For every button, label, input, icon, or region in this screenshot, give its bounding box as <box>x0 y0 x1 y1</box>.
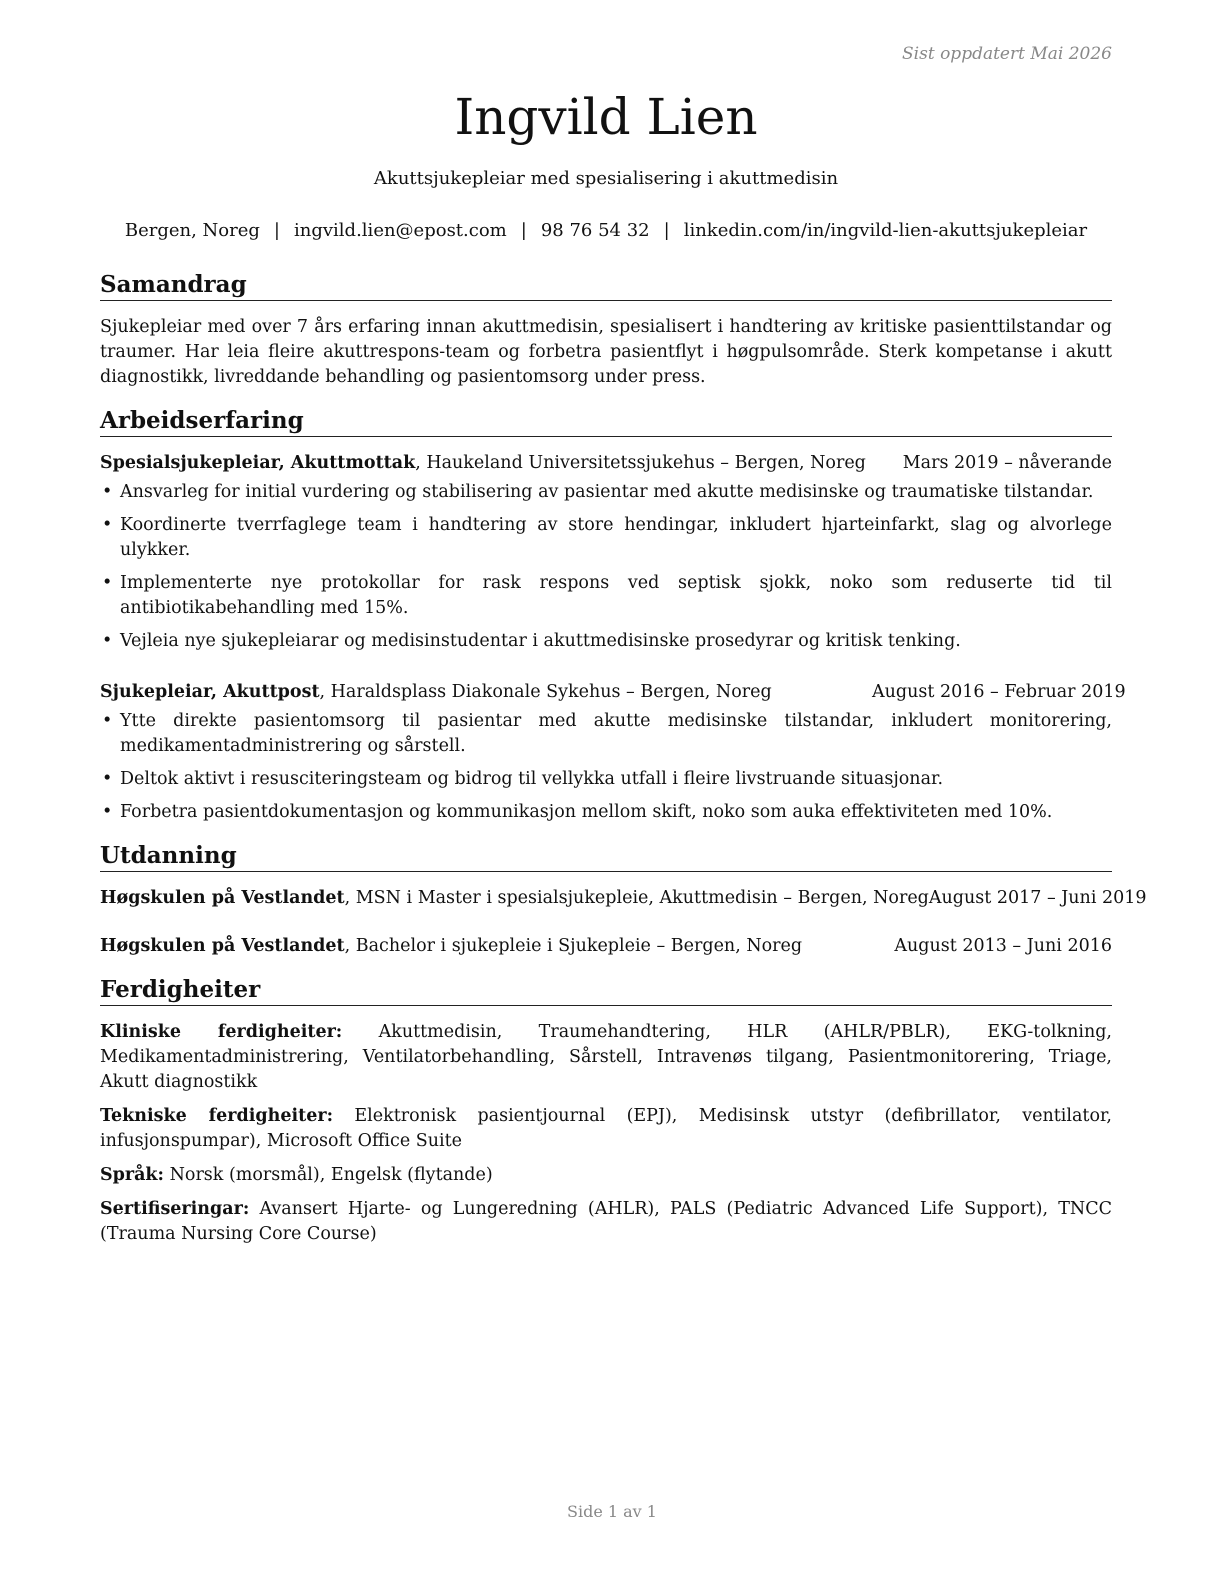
job-bullets <box>100 480 1112 654</box>
skill-group <box>100 1163 1112 1188</box>
skill-label: Språk: <box>100 1165 165 1185</box>
job-bullets <box>100 709 1112 825</box>
skills-list <box>100 1020 1112 1247</box>
last-updated: Sist oppdatert Mai 2026 <box>902 44 1112 64</box>
contact-separator: | <box>663 220 670 241</box>
education-school: Høgskulen på Vestlandet <box>100 888 345 908</box>
job-bullet: • Forbetra pasientdokumentasjon og kommunikasjon mellom skift, noko som auka effektiviteten med 10%. <box>100 800 1112 825</box>
resume-content <box>100 270 1147 1247</box>
section-title-summary: Samandrag <box>100 270 1112 301</box>
skill-label: Kliniske ferdigheiter: <box>100 1022 343 1042</box>
section-title-skills: Ferdigheiter <box>100 975 1112 1006</box>
skill-group <box>100 1020 1112 1095</box>
education-degree: , Bachelor i sjukepleie i Sjukepleie – Bergen, Noreg <box>344 936 803 956</box>
education-entry <box>100 934 1112 959</box>
education-degree: , MSN i Master i spesialsjukepleie, Akuttmedisin – Bergen, Noreg <box>344 888 929 908</box>
job-bullet: • Koordinerte tverrfaglege team i handtering av store hendingar, inkludert hjarteinfarkt, slag og alvorlege ulykker. <box>100 513 1112 563</box>
summary-text: Sjukepleiar med over 7 års erfaring innan akuttmedisin, spesialisert i handtering av kritiske pasienttilstandar og traumer. Har leia fleire akuttrespons-team og forbetra pasientflyt i høgpulsområde. Sterk kompetanse i akutt diagnostikk, livreddande behandling og pasientomsorg under press. <box>100 317 1112 387</box>
contact-email[interactable]: ingvild.lien@epost.com <box>294 220 507 241</box>
job-header <box>100 451 1112 476</box>
job-bullet: • Deltok aktivt i resusciteringsteam og bidrog til vellykka utfall i fleire livstruande situasjonar. <box>100 767 1112 792</box>
page-number: Side 1 av 1 <box>567 1502 657 1521</box>
section-title-education: Utdanning <box>100 841 1112 872</box>
skill-group <box>100 1197 1112 1247</box>
job-header <box>100 680 1126 705</box>
job-date: August 2016 – Februar 2019 <box>872 682 1126 702</box>
skill-text: Elektronisk pasientjournal (EPJ), Medisinsk utstyr (defibrillator, ventilator, infusjonspumpar), Microsoft Office Suite <box>100 1106 1112 1151</box>
education-date: August 2013 – Juni 2016 <box>894 936 1112 956</box>
job-role: Spesialsjukepleiar, Akuttmottak <box>100 453 416 473</box>
job-bullet: • Ansvarleg for initial vurdering og stabilisering av pasientar med akutte medisinske og traumatiske tilstandar. <box>100 480 1112 505</box>
candidate-name: Ingvild Lien <box>454 88 758 146</box>
education-date: August 2017 – Juni 2019 <box>928 888 1147 908</box>
skill-label: Sertifiseringar: <box>100 1199 250 1219</box>
job-bullet: • Ytte direkte pasientomsorg til pasientar med akutte medisinske tilstandar, inkludert monitorering, medikamentadministrering og sårstell. <box>100 709 1112 759</box>
contact-linkedin[interactable]: linkedin.com/in/ingvild-lien-akuttsjukepleiar <box>683 220 1088 241</box>
skill-text: Avansert Hjarte- og Lungeredning (AHLR), PALS (Pediatric Advanced Life Support), TNCC (Trauma Nursing Core Course) <box>100 1199 1112 1244</box>
contact-line <box>100 219 1112 243</box>
skill-text: Norsk (morsmål), Engelsk (flytande) <box>164 1165 493 1185</box>
job-employer: , Haukeland Universitetssjukehus – Bergen, Noreg <box>415 453 866 473</box>
job-employer: , Haraldsplass Diakonale Sykehus – Bergen, Noreg <box>319 682 772 702</box>
candidate-headline: Akuttsjukepleiar med spesialisering i akuttmedisin <box>373 168 839 189</box>
education-school: Høgskulen på Vestlandet <box>100 936 345 956</box>
contact-separator: | <box>520 220 527 241</box>
skill-text: Akuttmedisin, Traumehandtering, HLR (AHLR/PBLR), EKG-tolkning, Medikamentadministrering, Ventilatorbehandling, Sårstell, Intravenøs tilgang, Pasientmonitorering, Triage, Akutt diagnostikk <box>100 1022 1112 1092</box>
section-title-experience: Arbeidserfaring <box>100 406 1112 437</box>
job-role: Sjukepleiar, Akuttpost <box>100 682 320 702</box>
job-entry <box>100 680 1126 825</box>
contact-phone: 98 76 54 32 <box>540 220 650 241</box>
skill-group <box>100 1104 1112 1154</box>
job-bullet: • Implementerte nye protokollar for rask respons ved septisk sjokk, noko som reduserte tid til antibiotikabehandling med 15%. <box>100 571 1112 621</box>
contact-separator: | <box>273 220 280 241</box>
job-entry <box>100 451 1112 654</box>
contact-location: Bergen, Noreg <box>124 220 260 241</box>
education-entry <box>100 886 1147 911</box>
job-bullet: • Vejleia nye sjukepleiarar og medisinstudentar i akuttmedisinske prosedyrar og kritisk tenking. <box>100 629 1112 654</box>
job-date: Mars 2019 – nåverande <box>902 453 1112 473</box>
skill-label: Tekniske ferdigheiter: <box>100 1106 334 1126</box>
